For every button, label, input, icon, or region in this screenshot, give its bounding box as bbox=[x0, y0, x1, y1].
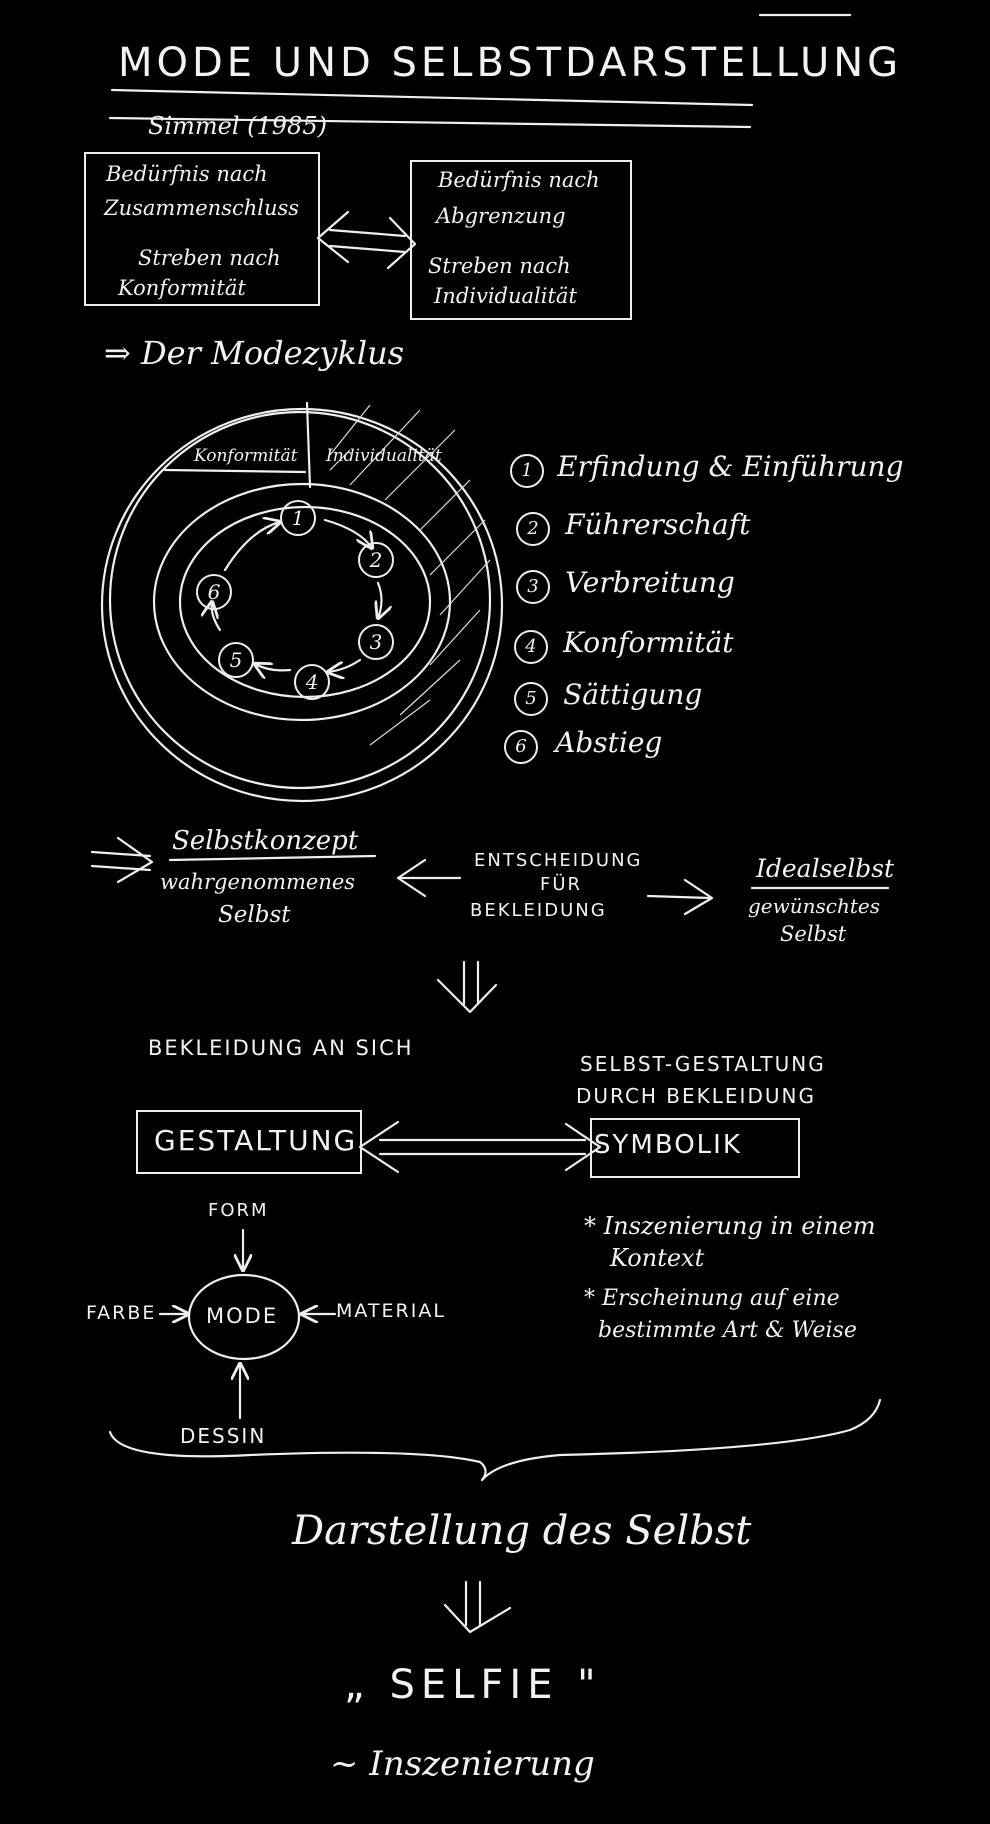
cycle-step-6: 6 bbox=[196, 574, 232, 610]
double-down-arrow-2 bbox=[445, 1582, 510, 1632]
ring-label-konformitaet: Konformität bbox=[194, 446, 298, 466]
ring-divider bbox=[307, 403, 310, 487]
selbstkonzept-title: Selbstkonzept bbox=[172, 826, 359, 856]
idealselbst-line1: gewünschtes bbox=[748, 894, 881, 918]
entscheidung-line1: ENTSCHEIDUNG bbox=[474, 850, 643, 871]
cycle-step-5: 5 bbox=[218, 642, 254, 678]
mode-dessin: DESSIN bbox=[180, 1424, 267, 1448]
darstellung-des-selbst: Darstellung des Selbst bbox=[292, 1508, 752, 1554]
entscheidung-line2: FÜR bbox=[540, 874, 583, 895]
selfie-label: „ SELFIE " bbox=[344, 1662, 602, 1708]
cycle-step-4: 4 bbox=[294, 664, 330, 700]
outer-ring-inner-edge bbox=[110, 412, 490, 788]
page-title: MODE UND SELBSTDARSTELLUNG bbox=[118, 40, 903, 86]
legend-text: Erfindung & Einführung bbox=[557, 450, 904, 483]
bullet-2-line2: bestimmte Art & Weise bbox=[598, 1318, 857, 1343]
source-citation: Simmel (1985) bbox=[148, 112, 327, 140]
left-box-line2: Zusammenschluss bbox=[104, 196, 300, 220]
bullet-1-line2: Kontext bbox=[610, 1244, 705, 1272]
legend-text: Konformität bbox=[563, 626, 734, 659]
cycle-step-3: 3 bbox=[358, 624, 394, 660]
bullet-text: Erscheinung auf eine bbox=[602, 1286, 840, 1311]
right-box-line4: Individualität bbox=[434, 284, 577, 308]
legend-item bbox=[516, 508, 750, 546]
asterisk-icon: * bbox=[584, 1212, 604, 1240]
mode-form: FORM bbox=[208, 1200, 269, 1221]
arrow-right-idealselbst bbox=[648, 880, 712, 914]
symbolik-label: SYMBOLIK bbox=[594, 1130, 742, 1160]
bullet-2-line1 bbox=[584, 1286, 840, 1311]
mode-cycle-diagram bbox=[102, 403, 502, 801]
legend-number: 3 bbox=[516, 570, 550, 604]
arrow-to-selbstkonzept bbox=[92, 838, 152, 882]
bullet-1-line1 bbox=[584, 1212, 876, 1240]
double-down-arrow-1 bbox=[438, 962, 496, 1012]
legend-text: Führerschaft bbox=[565, 508, 751, 541]
double-arrow-top bbox=[318, 212, 415, 268]
asterisk-icon: * bbox=[584, 1286, 602, 1311]
idealselbst-title: Idealselbst bbox=[756, 854, 895, 883]
selbstgestaltung-line1: SELBST-GESTALTUNG bbox=[580, 1052, 826, 1076]
legend-item bbox=[510, 450, 904, 488]
left-box-line3: Streben nach bbox=[138, 246, 281, 270]
ring-label-individualitaet: Individualität bbox=[326, 446, 442, 466]
idealselbst-line2: Selbst bbox=[780, 922, 847, 946]
cycle-step-1: 1 bbox=[280, 500, 316, 536]
bekleidung-an-sich: BEKLEIDUNG AN SICH bbox=[148, 1036, 414, 1060]
selbstkonzept-underline bbox=[170, 856, 375, 860]
right-box-line3: Streben nach bbox=[428, 254, 571, 278]
legend-number: 4 bbox=[514, 630, 548, 664]
title-underline-1 bbox=[112, 90, 752, 105]
legend-item bbox=[504, 726, 662, 764]
selbstkonzept-line1: wahrgenommenes bbox=[160, 870, 356, 894]
double-arrow-gestaltung-symbolik bbox=[360, 1122, 600, 1172]
legend-number: 6 bbox=[504, 730, 538, 764]
left-box-line1: Bedürfnis nach bbox=[106, 162, 268, 186]
right-box-line1: Bedürfnis nach bbox=[438, 168, 600, 192]
entscheidung-line3: BEKLEIDUNG bbox=[470, 900, 607, 921]
modezyklus-heading: ⇒ Der Modezyklus bbox=[104, 334, 405, 372]
legend-number: 1 bbox=[510, 454, 544, 488]
legend-item bbox=[514, 626, 733, 664]
legend-text: Verbreitung bbox=[565, 566, 735, 599]
mode-center: MODE bbox=[206, 1304, 279, 1328]
selbstkonzept-line2: Selbst bbox=[218, 902, 291, 928]
right-box-line2: Abgrenzung bbox=[436, 204, 566, 228]
outer-ring bbox=[102, 409, 502, 801]
legend-number: 5 bbox=[514, 682, 548, 716]
bullet-text: Inszenierung in einem bbox=[603, 1212, 876, 1240]
legend-text: Abstieg bbox=[555, 726, 663, 759]
mode-farbe: FARBE bbox=[86, 1302, 157, 1324]
legend-number: 2 bbox=[516, 512, 550, 546]
arrow-left-selbstkonzept bbox=[398, 860, 460, 896]
mode-material: MATERIAL bbox=[336, 1300, 446, 1322]
left-box-line4: Konformität bbox=[118, 276, 246, 300]
inszenierung-label: ~ Inszenierung bbox=[330, 1744, 595, 1784]
legend-item bbox=[516, 566, 735, 604]
cycle-step-2: 2 bbox=[358, 542, 394, 578]
gestaltung-label: GESTALTUNG bbox=[154, 1124, 358, 1157]
legend-item bbox=[514, 678, 702, 716]
legend-text: Sättigung bbox=[563, 678, 703, 711]
selbstgestaltung-line2: DURCH BEKLEIDUNG bbox=[576, 1084, 816, 1108]
